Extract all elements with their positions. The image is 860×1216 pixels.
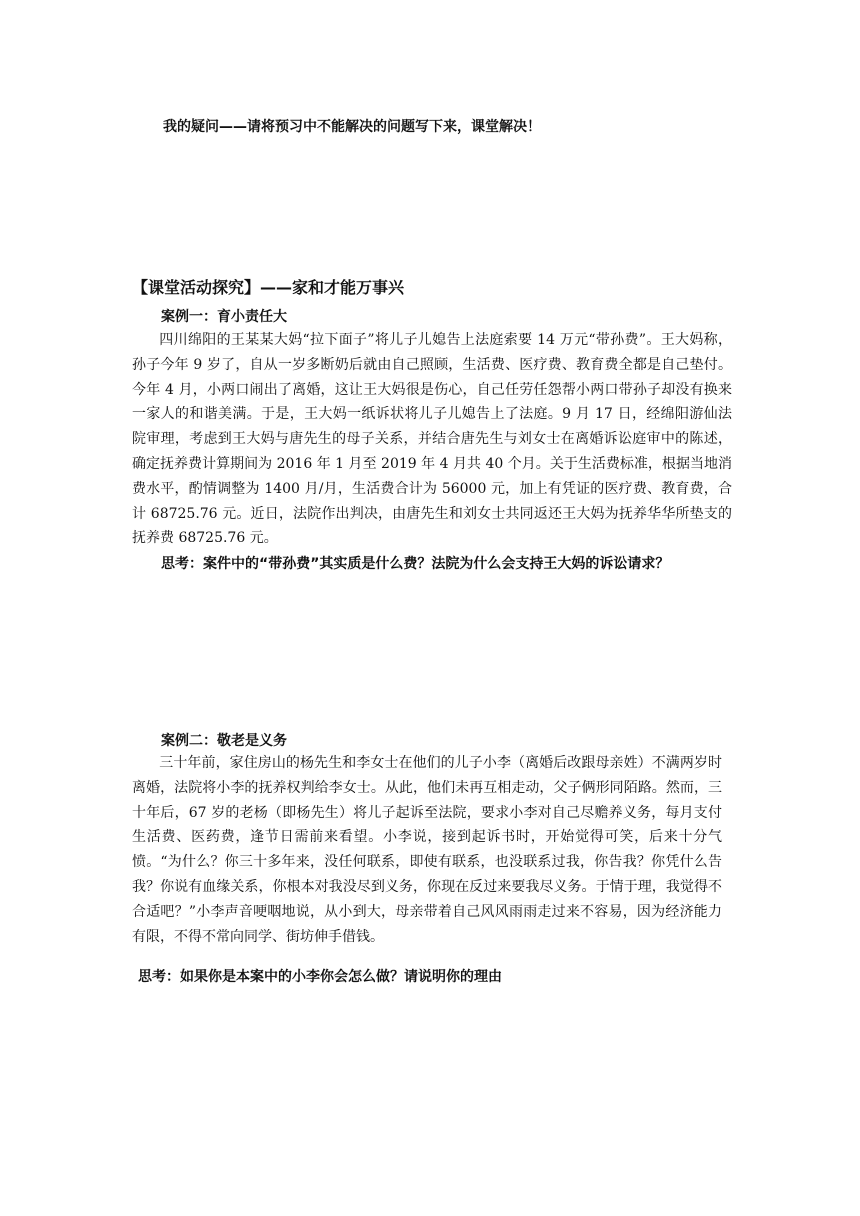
section-title-bracketed: 【课堂活动探究】 [132,278,261,297]
section-title [132,275,404,298]
case2-title: 案例二：敬老是义务 [161,733,287,749]
section-title-rest: ——家和才能万事兴 [260,278,405,297]
case1-title: 案例一：育小责任大 [161,309,287,325]
case2-question: 思考：如果你是本案中的小李你会怎么做？请说明你的理由 [138,969,502,985]
question-prompt: 我的疑问——请将预习中不能解决的问题写下来，课堂解决！ [163,119,541,135]
case2-body: 三十年前，家住房山的杨先生和李女士在他们的儿子小李（离婚后改跟母亲姓）不满两岁时离婚，法院将小李的抚养权判给李女士。从此，他们未再互相走动，父子俩形同陌路。然而，三十年后，67 岁的老杨（即杨先生）将儿子起诉至法院，要求小李对自己尽赡养义务，每月支付生活费、医药费，逢节日需前来看望。小李说，接到起诉书时，开始觉得可笑，后来十分气愤。“为什么？你三十多年来，没任何联系，即使有联系，也没联系过我，你告我？你凭什么告我？你说有血缘关系，你根本对我没尽到义务，你现在反过来要我尽义务。于情于理，我觉得不合适吧？”小李声音哽咽地说，从小到大，母亲带着自己风风雨雨走过来不容易，因为经济能力有限，不得不常向同学、街坊伸手借钱。 [132,755,722,945]
case1-question: 思考：案件中的“带孙费”其实质是什么费？法院为什么会支持王大妈的诉讼请求？ [161,556,670,572]
case1-body: 四川绵阳的王某某大妈“拉下面子”将儿子儿媳告上法庭索要 14 万元“带孙费”。王大妈称，孙子今年 9 岁了，自从一岁多断奶后就由自己照顾，生活费、医疗费、教育费全都是自己垫付。今年 4 月，小两口闹出了离婚，这让王大妈很是伤心，自己任劳任怨帮小两口带孙子却没有换来一家人的和谐美满。于是，王大妈一纸诉状将儿子儿媳告上了法庭。9 月 17 日，经绵阳游仙法院审理，考虑到王大妈与唐先生的母子关系，并结合唐先生与刘女士在离婚诉讼庭审中的陈述，确定抚养费计算期间为 2016 年 1 月至 2019 年 4 月共 40 个月。关于生活费标准，根据当地消费水平，酌情调整为 1400 月/月，生活费合计为 56000 元，加上有凭证的医疗费、教育费，合计 68725.76 元。近日，法院作出判决，由唐先生和刘女士共同返还王大妈为抚养华华所垫支的抚养费 68725.76 元。 [132,332,732,547]
